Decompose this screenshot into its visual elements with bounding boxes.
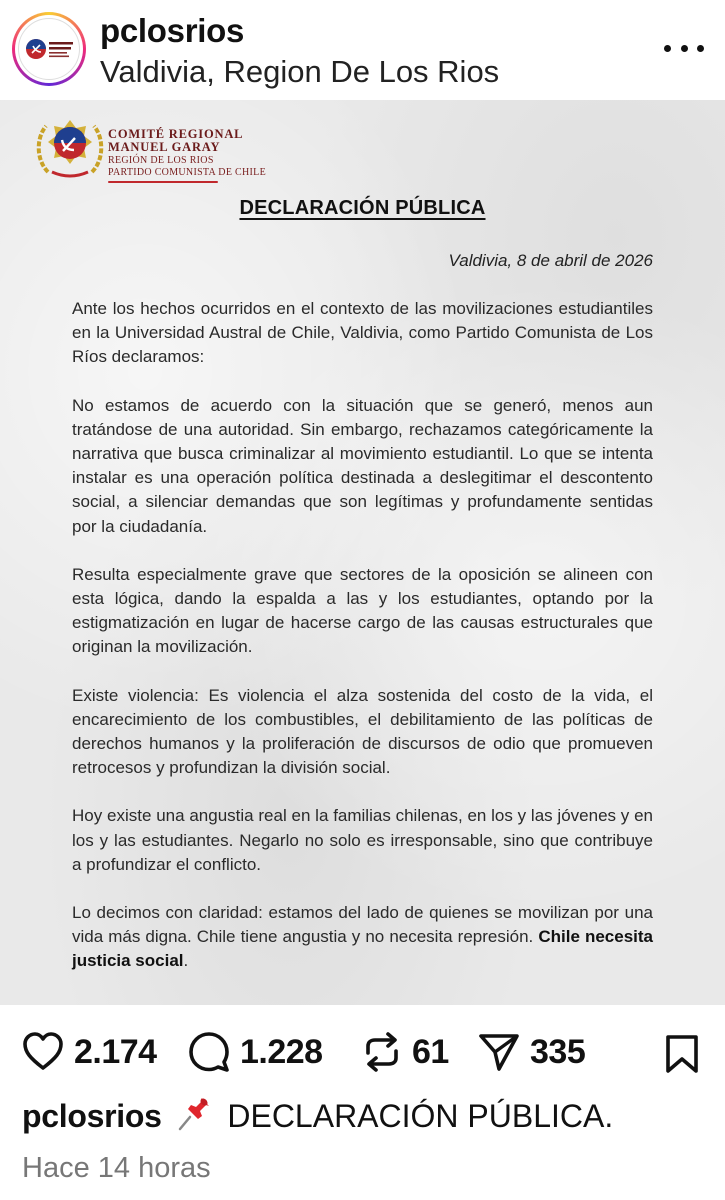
repost-icon <box>362 1031 402 1073</box>
bookmark-icon[interactable] <box>664 1034 700 1074</box>
repost-count: 61 <box>412 1032 449 1071</box>
comment-count: 1.228 <box>240 1032 323 1071</box>
document-body <box>72 297 653 998</box>
header-location[interactable]: Valdivia, Region De Los Rios <box>100 54 500 89</box>
org-name-block <box>108 128 266 183</box>
org-name-line2: MANUEL GARAY <box>108 140 221 154</box>
paragraph-3: Resulta especialmente grave que sectores de la oposición se alineen con esta lógica, dando la espalda a las y los estudiantes, optando por la estigmatización en lugar de hacerse cargo de las causas estructurales que originan la movilización. <box>72 564 653 657</box>
closing-period: . <box>183 951 189 971</box>
closing-bold-text: Chile necesita justicia social <box>72 927 653 971</box>
pushpin-icon <box>176 1095 212 1131</box>
org-name-line1: COMITÉ REGIONAL <box>108 127 244 141</box>
heart-icon <box>22 1032 64 1072</box>
post-header <box>0 0 725 100</box>
action-bar <box>0 1024 725 1080</box>
party-emblem-icon <box>34 116 106 182</box>
caption <box>22 1095 613 1135</box>
closing-text: Lo decimos con claridad: estamos del lado de quienes se movilizan por una vida más digna. Chile tiene angustia y no necesita represión. <box>72 903 653 947</box>
org-region: REGIÓN DE LOS RIOS <box>108 155 214 166</box>
org-underline <box>108 181 218 183</box>
header-username[interactable]: pclosrios <box>100 12 245 49</box>
paragraph-4: Existe violencia: Es violencia el alza sostenida del costo de la vida, el encarecimiento de los combustibles, el debilitamiento de las políticas de derechos humanos y la proliferación de discursos de odio que promueven retrocesos y profundizan la división social. <box>72 685 653 778</box>
document-date: Valdivia, 8 de abril de 2026 <box>448 251 653 270</box>
paragraph-2: No estamos de acuerdo con la situación que se generó, menos aun tratándose de una autoridad. Sin embargo, rechazamos categóricamente la narrativa que busca criminalizar al movimiento estudiantil. Lo que se intenta instalar es una operación política destinada a deslegitimar el descontento social, a silenciar demandas que son legítimas y profundamente sentidas por la ciudadanía. <box>72 395 653 536</box>
document-title: DECLARACIÓN PÚBLICA <box>239 197 486 219</box>
repost-button[interactable] <box>362 1024 449 1080</box>
like-button[interactable] <box>22 1024 157 1080</box>
share-button[interactable] <box>478 1024 585 1080</box>
more-options-icon[interactable] <box>664 38 704 58</box>
post-image[interactable] <box>0 100 725 1005</box>
paragraph-1: Ante los hechos ocurridos en el contexto de las movilizaciones estudiantiles en la Universidad Austral de Chile, Valdivia, como Partido Comunista de Los Ríos declaramos: <box>72 299 653 367</box>
caption-text: DECLARACIÓN PÚBLICA. <box>227 1098 614 1134</box>
paragraph-closing <box>72 901 653 974</box>
paragraph-5: Hoy existe una angustia real en la familias chilenas, en los y las jóvenes y en los y las estudiantes. Negarlo no solo es irresponsable, sino que contribuye a profundizar el conflicto. <box>72 806 653 874</box>
avatar-logo-icon <box>18 18 80 80</box>
org-party: PARTIDO COMUNISTA DE CHILE <box>108 167 266 178</box>
comment-button[interactable] <box>188 1024 323 1080</box>
caption-username[interactable]: pclosrios <box>22 1098 162 1134</box>
post-timestamp: Hace 14 horas <box>22 1152 211 1184</box>
profile-avatar[interactable] <box>12 12 86 86</box>
send-icon <box>478 1031 520 1073</box>
comment-icon <box>188 1031 230 1073</box>
share-count: 335 <box>530 1032 586 1071</box>
like-count: 2.174 <box>74 1032 157 1071</box>
